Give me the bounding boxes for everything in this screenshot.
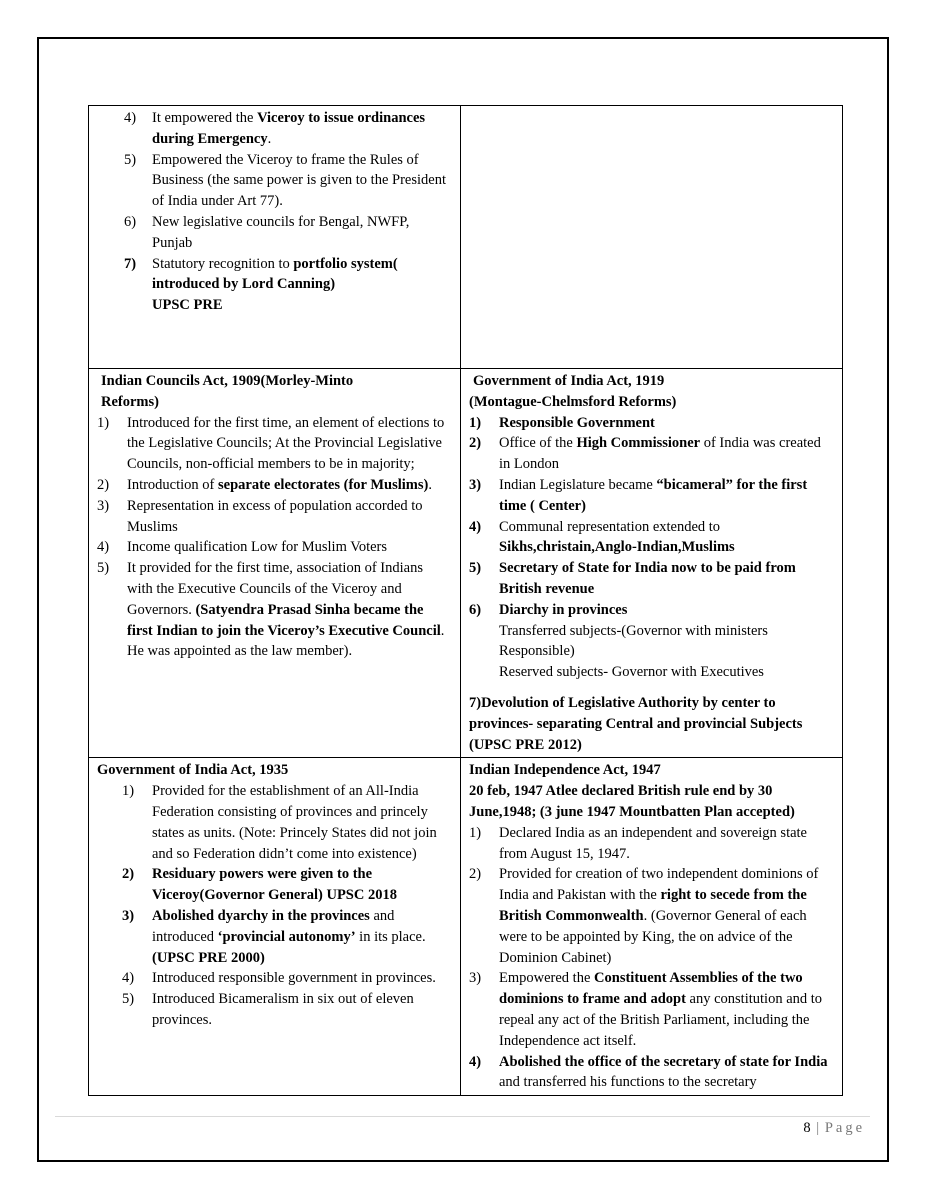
page-footer <box>803 1120 865 1137</box>
item-number: 2) <box>97 476 110 493</box>
item-number: 5) <box>97 560 110 577</box>
list-item <box>469 433 834 475</box>
item-text: in its place. <box>355 928 426 945</box>
page-word: Page <box>824 1120 865 1136</box>
item-number: 2) <box>469 435 482 452</box>
empty-cell <box>461 106 843 369</box>
list-item <box>469 823 834 865</box>
list-item <box>469 413 834 434</box>
bold-text: (Satyendra Prasad Sinha became the first Indian to join the Viceroy’s Executive Council <box>127 601 441 639</box>
item-text: Introduced for the first time, an element of elections to the Legislative Councils; At the Provincial Legislative Councils, non-official members to be in majority; <box>127 414 445 473</box>
list-item <box>469 968 834 1051</box>
bold-text: (UPSC PRE 2000) <box>152 949 265 966</box>
item-number: 4) <box>122 970 135 987</box>
list-item <box>469 864 834 968</box>
item-text: Empowered the Viceroy to frame the Rules of Business (the same power is given to the President of India under Art 77). <box>152 151 446 210</box>
item-text: any constitution and to repeal any act of the British Parliament, including the Independence act itself. <box>499 991 823 1049</box>
item-text: Declared India as an independent and sovereign state from August 15, 1947. <box>499 824 807 862</box>
list-item <box>97 496 452 538</box>
item-number: 5) <box>124 151 137 168</box>
item-number: 5) <box>122 991 135 1008</box>
bold-text: Viceroy to issue ordinances during Emergency <box>152 110 426 147</box>
cell-1909-act <box>89 369 461 758</box>
list-item <box>97 781 452 864</box>
item-number: 4) <box>469 1053 482 1070</box>
list-item <box>97 475 452 496</box>
list-item <box>97 254 452 316</box>
item-number: 4) <box>469 518 482 535</box>
item-text: Introduced responsible government in provinces. <box>152 970 436 987</box>
cell-1919-act <box>461 369 843 758</box>
act-title: Indian Independence Act, 1947 <box>469 762 661 779</box>
item-text: Transferred subjects-(Governor with ministers Responsible) <box>499 622 768 660</box>
list-item <box>97 150 452 212</box>
item-text: Statutory recognition to <box>152 255 294 272</box>
bold-text: Responsible Government <box>499 414 655 431</box>
item-number: 4) <box>97 539 110 556</box>
item-number: 1) <box>469 824 482 841</box>
page-separator: | <box>816 1120 821 1136</box>
bold-text: Constituent Assemblies of the two dominions to frame and adopt <box>499 970 803 1008</box>
item-number: 1) <box>469 414 482 431</box>
item-number: 5) <box>469 560 482 577</box>
item-text: Provided for the establishment of an All-India Federation consisting of provinces and princely states as units. (Note: Princely States did not join and so Federation didn’t come into existence) <box>152 783 437 862</box>
item-text: It empowered the <box>152 110 258 126</box>
item-text: Provided for creation of two independent dominions of India and Pakistan with the <box>499 866 819 904</box>
item-text: Reserved subjects- Governor with Executives <box>499 664 764 681</box>
item-text: New legislative councils for Bengal, NWFP, Punjab <box>152 213 410 251</box>
list-item <box>97 413 452 475</box>
list-item <box>97 864 452 906</box>
list-item <box>469 600 834 683</box>
item-number: 3) <box>469 476 482 493</box>
item-text: Introduction of <box>127 476 219 493</box>
cell-1947-act <box>461 758 843 1096</box>
table-row <box>89 369 843 758</box>
item-number: 2) <box>122 866 135 883</box>
item-number: 3) <box>97 497 110 514</box>
list-item <box>469 1052 834 1094</box>
item-text: . (Governor General of each were to be appointed by King, the on advice of the Dominion Cabinet) <box>499 907 807 966</box>
item-text: and transferred his functions to the secretary <box>499 1074 757 1091</box>
cell-1935-act <box>89 758 461 1096</box>
item-text: Communal representation extended to <box>499 518 721 535</box>
bold-text: ‘provincial autonomy’ <box>217 928 356 945</box>
content-table <box>88 105 843 1096</box>
devolution-note: 7)Devolution of Legislative Authority by center to provinces- separating Central and provincial Subjects (UPSC PRE 2012) <box>469 694 803 753</box>
bold-text: Residuary powers were given to the Viceroy(Governor General) UPSC 2018 <box>152 866 397 904</box>
act-subtitle: Reforms) <box>101 393 159 410</box>
item-text: and introduced <box>152 907 395 945</box>
bold-text: “bicameral” for the first time ( Center) <box>499 476 808 514</box>
item-number: 3) <box>122 907 135 924</box>
list-item <box>97 558 452 662</box>
item-number: 7) <box>124 255 137 272</box>
page-number: 8 <box>803 1120 812 1136</box>
provision-list <box>97 413 452 663</box>
item-text: Representation in excess of population accorded to Muslims <box>127 497 423 535</box>
provision-list <box>97 781 452 1031</box>
table-row <box>89 758 843 1096</box>
item-number: 1) <box>97 414 110 431</box>
act-subtitle: 20 feb, 1947 Atlee declared British rule end by 30 June,1948; (3 june 1947 Mountbatten Plan accepted) <box>469 783 795 820</box>
item-text: . <box>428 476 432 493</box>
item-number: 4) <box>124 110 137 126</box>
table-row <box>89 106 843 369</box>
act-title: Indian Councils Act, 1909(Morley-Minto <box>101 373 354 389</box>
footer-divider <box>55 1116 870 1117</box>
bold-text: separate electorates (for Muslims) <box>218 476 429 493</box>
provision-list <box>469 823 834 1093</box>
act-subtitle: (Montague-Chelmsford Reforms) <box>469 393 677 410</box>
cell-1861-continued <box>89 106 461 369</box>
list-item <box>97 968 452 989</box>
item-text: . <box>267 130 272 147</box>
provision-list <box>469 413 834 683</box>
list-item <box>97 108 452 150</box>
bold-text: High Commissioner <box>576 435 701 452</box>
bold-text: right to secede from the British Commonwealth <box>499 887 807 924</box>
item-text: Indian Legislature became <box>499 476 657 493</box>
list-item <box>469 517 834 559</box>
item-number: 2) <box>469 866 482 883</box>
list-item <box>469 475 834 517</box>
bold-text: Abolished the office of the secretary of state for India <box>499 1053 828 1070</box>
item-text: of India was created in London <box>499 435 821 473</box>
list-item <box>97 989 452 1031</box>
bold-text: UPSC PRE <box>152 297 223 314</box>
bold-text: Sikhs,christain,Anglo-Indian,Muslims <box>499 539 735 556</box>
list-item <box>97 906 452 968</box>
bold-text: Abolished dyarchy in the provinces <box>152 907 370 924</box>
item-text: . He was appointed as the law member). <box>127 622 445 660</box>
act-title: Government of India Act, 1919 <box>473 373 665 389</box>
item-text: Empowered the <box>499 970 595 987</box>
item-text: It provided for the first time, association of Indians with the Executive Councils of the Viceroy and Governors. <box>127 560 423 618</box>
act-title: Government of India Act, 1935 <box>97 762 289 779</box>
item-number: 6) <box>469 601 482 618</box>
bold-text: Secretary of State for India now to be paid from British revenue <box>499 560 796 597</box>
item-text: Introduced Bicameralism in six out of eleven provinces. <box>152 991 414 1028</box>
provision-list <box>97 108 452 316</box>
list-item <box>97 212 452 254</box>
item-number: 6) <box>124 213 137 230</box>
item-number: 3) <box>469 970 482 987</box>
list-item <box>469 558 834 600</box>
item-number: 1) <box>122 783 135 800</box>
item-text: Income qualification Low for Muslim Voters <box>127 539 388 556</box>
list-item <box>97 537 452 558</box>
bold-text: portfolio system( introduced by Lord Canning) <box>152 255 398 293</box>
bold-text: Diarchy in provinces <box>499 601 628 618</box>
item-text: Office of the <box>499 435 577 452</box>
